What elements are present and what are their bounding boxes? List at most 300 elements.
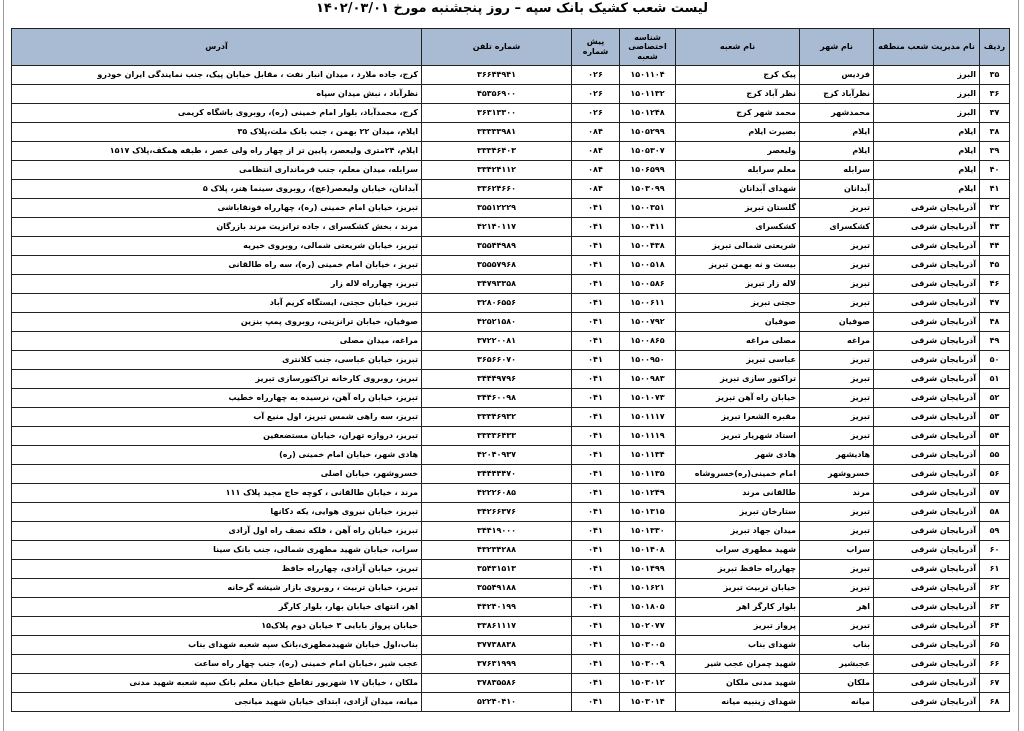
cell-code: ۱۵۰۳۰۰۵ [620,636,676,655]
table-header-row [12,29,1010,66]
cell-row-number: ۵۲ [980,389,1010,408]
cell-code: ۱۵۰۰۵۸۶ [620,275,676,294]
cell-code: ۱۵۰۱۱۱۷ [620,408,676,427]
branches-table [11,28,1010,712]
cell-branch: پرواز تبریز [676,617,800,636]
cell-address: عجب شیر ،خیابان امام خمینی (ره)، جنب چهار راه ساعت [12,655,422,674]
cell-phone: ۳۶۶۴۴۹۴۱ [422,66,572,85]
cell-prefix: ۰۴۱ [572,237,620,256]
cell-region: ایلام [874,123,980,142]
cell-region: آذربایجان شرقی [874,351,980,370]
cell-branch: گلستان تبریز [676,199,800,218]
table-row [12,389,1010,408]
cell-branch: معلم سرابله [676,161,800,180]
cell-code: ۱۵۰۳۰۱۲ [620,674,676,693]
table-row [12,237,1010,256]
cell-prefix: ۰۲۶ [572,104,620,123]
cell-prefix: ۰۴۱ [572,332,620,351]
cell-city: بناب [800,636,874,655]
cell-row-number: ۶۳ [980,598,1010,617]
cell-address: تبریز، چهارراه لاله زار [12,275,422,294]
cell-city: تبریز [800,617,874,636]
header-prefix: پیش شماره [572,29,620,66]
cell-code: ۱۵۰۰۸۶۵ [620,332,676,351]
cell-city: فردیس [800,66,874,85]
cell-phone: ۴۲۲۲۶۰۸۵ [422,484,572,503]
cell-phone: ۳۷۶۳۱۹۹۹ [422,655,572,674]
cell-branch: شهدای آبدانان [676,180,800,199]
cell-region: آذربایجان شرقی [874,674,980,693]
cell-code: ۱۵۰۰۹۵۰ [620,351,676,370]
header-branch: نام شعبه [676,29,800,66]
cell-city: ملکان [800,674,874,693]
cell-phone: ۳۵۵۴۹۱۸۸ [422,579,572,598]
cell-prefix: ۰۸۴ [572,161,620,180]
cell-address: تبریز، دروازه تهران، خیابان مستضعفین [12,427,422,446]
cell-city: ایلام [800,123,874,142]
cell-row-number: ۵۷ [980,484,1010,503]
cell-region: آذربایجان شرقی [874,484,980,503]
cell-branch: مقبره الشعرا تبریز [676,408,800,427]
cell-phone: ۳۳۳۳۳۹۸۱ [422,123,572,142]
cell-prefix: ۰۴۱ [572,636,620,655]
cell-branch: شهدای بناب [676,636,800,655]
cell-address: خیابان پرواز بابایی ۳ خیابان دوم پلاک۱۵ [12,617,422,636]
page-edge-right [1018,0,1019,731]
table-row [12,541,1010,560]
cell-branch: هادی شهر [676,446,800,465]
cell-code: ۱۵۰۱۲۴۹ [620,484,676,503]
cell-branch: بیست و نه بهمن تبریز [676,256,800,275]
cell-phone: ۳۵۴۳۱۵۱۳ [422,560,572,579]
cell-city: تبریز [800,560,874,579]
cell-city: تبریز [800,389,874,408]
cell-prefix: ۰۴۱ [572,199,620,218]
cell-address: کرج، محمدآباد، بلوار امام خمینی (ره)، روبروی باشگاه کریمی [12,104,422,123]
cell-region: آذربایجان شرقی [874,446,980,465]
cell-phone: ۳۷۷۳۸۸۳۸ [422,636,572,655]
cell-region: آذربایجان شرقی [874,256,980,275]
cell-prefix: ۰۴۱ [572,446,620,465]
table-row [12,104,1010,123]
cell-address: مراغه، میدان مصلی [12,332,422,351]
cell-city: تبریز [800,256,874,275]
cell-branch: پیک کرج [676,66,800,85]
cell-prefix: ۰۴۱ [572,579,620,598]
cell-address: تبریز، خیابان شریعتی شمالی، روبروی خیریه [12,237,422,256]
cell-address: تبریز، خیابان آزادی، چهارراه حافظ [12,560,422,579]
cell-prefix: ۰۴۱ [572,465,620,484]
cell-phone: ۳۴۴۶۰۰۹۸ [422,389,572,408]
cell-region: آذربایجان شرقی [874,332,980,351]
cell-region: آذربایجان شرقی [874,294,980,313]
cell-address: ایلام، میدان ۲۲ بهمن ، جنب بانک ملت،پلاک ۳۵ [12,123,422,142]
cell-city: ایلام [800,142,874,161]
cell-address: تبریز، خیابان راه آهن ، فلکه نصف راه اول آزادی [12,522,422,541]
cell-code: ۱۵۰۱۱۰۴ [620,66,676,85]
table-row [12,408,1010,427]
table-row [12,674,1010,693]
table-row [12,465,1010,484]
cell-region: ایلام [874,161,980,180]
cell-city: تبریز [800,237,874,256]
cell-region: ایلام [874,142,980,161]
cell-city: عجبشیر [800,655,874,674]
cell-phone: ۳۴۷۹۳۳۵۸ [422,275,572,294]
cell-address: آبدانان، خیابان ولیعصر(عج)، روبروی سینما هنر، پلاک ۵ [12,180,422,199]
cell-city: آبدانان [800,180,874,199]
cell-prefix: ۰۴۱ [572,275,620,294]
cell-region: آذربایجان شرقی [874,408,980,427]
cell-region: آذربایجان شرقی [874,655,980,674]
cell-address: تبریز، روبروی کارخانه تراکتورسازی تبریز [12,370,422,389]
cell-city: تبریز [800,503,874,522]
cell-row-number: ۳۷ [980,104,1010,123]
cell-phone: ۴۲۰۴۰۹۳۷ [422,446,572,465]
cell-code: ۱۵۰۳۰۹۹ [620,180,676,199]
cell-address: سراب، خیابان شهید مطهری شمالی، جنب بانک سینا [12,541,422,560]
cell-code: ۱۵۰۰۹۸۳ [620,370,676,389]
cell-code: ۱۵۰۲۰۷۷ [620,617,676,636]
table-row [12,332,1010,351]
cell-prefix: ۰۲۶ [572,85,620,104]
cell-region: آذربایجان شرقی [874,617,980,636]
cell-row-number: ۴۱ [980,180,1010,199]
cell-code: ۱۵۰۰۵۱۸ [620,256,676,275]
cell-row-number: ۶۲ [980,579,1010,598]
cell-row-number: ۴۲ [980,199,1010,218]
cell-branch: ستارخان تبریز [676,503,800,522]
cell-row-number: ۵۸ [980,503,1010,522]
cell-region: آذربایجان شرقی [874,199,980,218]
cell-prefix: ۰۴۱ [572,484,620,503]
cell-address: مرند ، خیابان طالقانی ، کوچه حاج مجید پلاک ۱۱۱ [12,484,422,503]
cell-address: ملکان ، خیابان ۱۷ شهریور تقاطع خیابان معلم بانک سپه شعبه شهید مدنی [12,674,422,693]
cell-code: ۱۵۰۱۶۲۱ [620,579,676,598]
cell-region: آذربایجان شرقی [874,579,980,598]
cell-row-number: ۵۹ [980,522,1010,541]
table-row [12,522,1010,541]
cell-city: محمدشهر [800,104,874,123]
cell-address: تبریز، خیابان امام خمینی (ره)، چهارراه فونقاباشی [12,199,422,218]
cell-row-number: ۶۷ [980,674,1010,693]
cell-city: مرند [800,484,874,503]
cell-city: میانه [800,693,874,712]
cell-code: ۱۵۰۱۳۱۵ [620,503,676,522]
cell-row-number: ۳۹ [980,142,1010,161]
cell-code: ۱۵۰۰۶۱۱ [620,294,676,313]
cell-address: کرج، جاده ملارد ، میدان انبار نفت ، مقابل خیابان پیک، جنب نمایندگی ایران خودرو [12,66,422,85]
cell-branch: چهارراه حافظ تبریز [676,560,800,579]
cell-city: تبریز [800,275,874,294]
cell-address: تبریز، خیابان حجتی، ایستگاه کریم آباد [12,294,422,313]
cell-phone: ۳۵۵۱۲۲۲۹ [422,199,572,218]
table-row [12,180,1010,199]
cell-address: ایلام، ۲۴متری ولیعصر، پایین تر از چهار راه ولی عصر ، طبقه همکف،پلاک ۱۵۱۷ [12,142,422,161]
table-row [12,370,1010,389]
cell-address: سرابله، میدان معلم، جنب فرمانداری انتظامی [12,161,422,180]
cell-branch: تراکتور سازی تبریز [676,370,800,389]
table-row [12,313,1010,332]
cell-prefix: ۰۴۱ [572,560,620,579]
cell-city: سراب [800,541,874,560]
cell-phone: ۳۳۴۲۴۱۱۲ [422,161,572,180]
cell-branch: عباسی تبریز [676,351,800,370]
cell-row-number: ۶۸ [980,693,1010,712]
table-row [12,142,1010,161]
cell-address: تبریز، خیابان راه آهن، نرسیده به چهارراه خطیب [12,389,422,408]
table-row [12,161,1010,180]
table-row [12,560,1010,579]
cell-prefix: ۰۴۱ [572,503,620,522]
cell-row-number: ۶۶ [980,655,1010,674]
cell-code: ۱۵۰۱۱۳۲ [620,85,676,104]
cell-region: آذربایجان شرقی [874,313,980,332]
cell-prefix: ۰۴۱ [572,655,620,674]
cell-phone: ۳۷۲۲۰۰۸۱ [422,332,572,351]
cell-region: البرز [874,104,980,123]
table-row [12,66,1010,85]
cell-prefix: ۰۴۱ [572,674,620,693]
cell-phone: ۳۶۵۶۶۰۷۰ [422,351,572,370]
cell-region: آذربایجان شرقی [874,389,980,408]
cell-prefix: ۰۲۶ [572,66,620,85]
cell-code: ۱۵۰۶۵۹۹ [620,161,676,180]
cell-branch: میدان جهاد تبریز [676,522,800,541]
cell-city: سرابله [800,161,874,180]
cell-row-number: ۵۱ [980,370,1010,389]
cell-city: تبریز [800,370,874,389]
table-row [12,294,1010,313]
cell-city: تبریز [800,522,874,541]
cell-city: کشکسرای [800,218,874,237]
cell-address: هادی شهر، خیابان امام خمینی (ره) [12,446,422,465]
cell-row-number: ۴۵ [980,256,1010,275]
cell-row-number: ۳۶ [980,85,1010,104]
cell-region: آذربایجان شرقی [874,522,980,541]
cell-code: ۱۵۰۰۳۵۱ [620,199,676,218]
cell-region: آذربایجان شرقی [874,541,980,560]
cell-region: آذربایجان شرقی [874,503,980,522]
cell-row-number: ۶۵ [980,636,1010,655]
cell-row-number: ۵۶ [980,465,1010,484]
cell-branch: حجتی تبریز [676,294,800,313]
cell-branch: بلوار کارگر اهر [676,598,800,617]
cell-branch: مصلی مراغه [676,332,800,351]
cell-phone: ۵۲۲۴۰۴۱۰ [422,693,572,712]
cell-row-number: ۴۸ [980,313,1010,332]
cell-city: مراغه [800,332,874,351]
cell-code: ۱۵۰۵۲۹۹ [620,123,676,142]
cell-row-number: ۴۳ [980,218,1010,237]
cell-prefix: ۰۴۱ [572,522,620,541]
cell-prefix: ۰۴۱ [572,294,620,313]
cell-region: آذربایجان شرقی [874,427,980,446]
cell-row-number: ۴۴ [980,237,1010,256]
cell-branch: صوفیان [676,313,800,332]
cell-address: مرند ، بخش کشکسرای ، جاده ترانزیت مرند بازرگان [12,218,422,237]
cell-address: میانه، میدان آزادی، ابتدای خیابان شهید میانجی [12,693,422,712]
cell-address: خسروشهر، خیابان اصلی [12,465,422,484]
cell-branch: محمد شهر کرج [676,104,800,123]
cell-code: ۱۵۰۱۱۳۵ [620,465,676,484]
cell-prefix: ۰۴۱ [572,218,620,237]
cell-city: نظرآباد کرج [800,85,874,104]
cell-region: آذربایجان شرقی [874,370,980,389]
cell-phone: ۳۳۸۶۱۱۱۷ [422,617,572,636]
cell-address: تبریز، خیابان تربیت ، روبروی بازار شیشه گرخانه [12,579,422,598]
cell-phone: ۳۳۳۴۶۹۳۲ [422,408,572,427]
cell-address: تبریز ، خیابان امام خمینی (ره)، سه راه طالقانی [12,256,422,275]
cell-row-number: ۳۵ [980,66,1010,85]
cell-prefix: ۰۴۱ [572,313,620,332]
cell-branch: کشکسرای [676,218,800,237]
cell-row-number: ۴۹ [980,332,1010,351]
header-city: نام شهر [800,29,874,66]
cell-branch: امام خمینی(ره)خسروشاه [676,465,800,484]
cell-phone: ۳۴۴۱۹۰۰۰ [422,522,572,541]
cell-address: اهر، انتهای خیابان بهار، بلوار کارگر [12,598,422,617]
cell-row-number: ۶۱ [980,560,1010,579]
cell-address: صوفیان، خیابان ترانزیتی، روبروی پمپ بنزین [12,313,422,332]
cell-branch: شهدای زینبیه میانه [676,693,800,712]
cell-phone: ۳۴۲۶۶۳۷۶ [422,503,572,522]
cell-code: ۱۵۰۱۰۷۳ [620,389,676,408]
cell-branch: استاد شهریار تبریز [676,427,800,446]
cell-region: آذربایجان شرقی [874,693,980,712]
cell-row-number: ۶۰ [980,541,1010,560]
cell-city: تبریز [800,294,874,313]
cell-prefix: ۰۸۴ [572,180,620,199]
cell-row-number: ۵۴ [980,427,1010,446]
table-row [12,275,1010,294]
cell-code: ۱۵۰۱۸۰۵ [620,598,676,617]
cell-city: تبریز [800,408,874,427]
cell-branch: لاله زار تبریز [676,275,800,294]
cell-branch: شریعتی شمالی تبریز [676,237,800,256]
cell-phone: ۳۳۶۲۴۶۶۰ [422,180,572,199]
cell-branch: خیابان راه آهن تبریز [676,389,800,408]
cell-row-number: ۵۵ [980,446,1010,465]
cell-row-number: ۴۰ [980,161,1010,180]
header-row-number: ردیف [980,29,1010,66]
cell-city: تبریز [800,199,874,218]
cell-prefix: ۰۴۱ [572,617,620,636]
cell-prefix: ۰۸۴ [572,142,620,161]
table-row [12,218,1010,237]
cell-phone: ۳۴۴۴۴۴۷۰ [422,465,572,484]
cell-row-number: ۳۸ [980,123,1010,142]
cell-code: ۱۵۰۱۴۰۸ [620,541,676,560]
header-phone: شماره تلفن [422,29,572,66]
page-title: لیست شعب کشیک بانک سپه – روز پنجشنبه مورخ ۱۴۰۲/۰۳/۰۱ [316,1,708,16]
cell-code: ۱۵۰۱۱۱۹ [620,427,676,446]
cell-prefix: ۰۴۱ [572,693,620,712]
cell-city: هادیشهر [800,446,874,465]
cell-code: ۱۵۰۱۴۹۹ [620,560,676,579]
cell-code: ۱۵۰۱۲۴۸ [620,104,676,123]
cell-code: ۱۵۰۳۰۱۴ [620,693,676,712]
table-row [12,199,1010,218]
cell-phone: ۴۵۳۵۶۹۰۰ [422,85,572,104]
cell-address: نظرآباد ، نبش میدان سپاه [12,85,422,104]
cell-row-number: ۴۶ [980,275,1010,294]
cell-region: البرز [874,66,980,85]
cell-phone: ۴۲۵۲۱۵۸۰ [422,313,572,332]
cell-code: ۱۵۰۰۴۱۱ [620,218,676,237]
cell-prefix: ۰۴۱ [572,541,620,560]
cell-address: تبریز، سه راهی شمس تبریز، اول منیع آب [12,408,422,427]
cell-code: ۱۵۰۵۳۰۷ [620,142,676,161]
cell-row-number: ۶۴ [980,617,1010,636]
header-address: آدرس [12,29,422,66]
cell-phone: ۳۳۳۳۶۴۳۳ [422,427,572,446]
table-row [12,484,1010,503]
cell-prefix: ۰۸۴ [572,123,620,142]
cell-city: صوفیان [800,313,874,332]
cell-branch: شهید چمران عجب شیر [676,655,800,674]
cell-code: ۱۵۰۰۷۹۲ [620,313,676,332]
table-body [12,66,1010,712]
table-row [12,617,1010,636]
cell-city: خسروشهر [800,465,874,484]
cell-row-number: ۵۳ [980,408,1010,427]
cell-code: ۱۵۰۱۱۳۴ [620,446,676,465]
cell-row-number: ۴۷ [980,294,1010,313]
cell-branch: ولیعصر [676,142,800,161]
cell-phone: ۳۴۴۴۹۷۹۶ [422,370,572,389]
cell-row-number: ۵۰ [980,351,1010,370]
cell-code: ۱۵۰۱۳۳۰ [620,522,676,541]
cell-code: ۱۵۰۳۰۰۹ [620,655,676,674]
cell-phone: ۳۳۳۴۶۴۰۳ [422,142,572,161]
cell-region: آذربایجان شرقی [874,636,980,655]
cell-branch: شهید مدنی ملکان [676,674,800,693]
cell-region: آذربایجان شرقی [874,560,980,579]
cell-region: آذربایجان شرقی [874,465,980,484]
cell-city: تبریز [800,351,874,370]
page-edge-left [3,0,4,731]
cell-branch: خیابان تربیت تبریز [676,579,800,598]
cell-address: تبریز، خیابان عباسی، جنب کلانتری [12,351,422,370]
cell-prefix: ۰۴۱ [572,256,620,275]
cell-region: آذربایجان شرقی [874,218,980,237]
table-row [12,579,1010,598]
cell-phone: ۳۶۳۱۳۳۰۰ [422,104,572,123]
cell-prefix: ۰۴۱ [572,598,620,617]
cell-city: تبریز [800,579,874,598]
cell-branch: طالقانی مرند [676,484,800,503]
table-row [12,123,1010,142]
cell-phone: ۳۲۸۰۶۵۵۶ [422,294,572,313]
table-row [12,427,1010,446]
cell-address: تبریز، خیابان نیروی هوایی، یکه دکانها [12,503,422,522]
cell-branch: بصیرت ایلام [676,123,800,142]
cell-city: تبریز [800,427,874,446]
cell-phone: ۴۲۱۴۰۱۱۷ [422,218,572,237]
header-region: نام مدیریت شعب منطقه [874,29,980,66]
cell-prefix: ۰۴۱ [572,370,620,389]
table-row [12,655,1010,674]
cell-phone: ۴۳۲۳۴۲۸۸ [422,541,572,560]
table-row [12,503,1010,522]
cell-region: آذربایجان شرقی [874,275,980,294]
table-row [12,598,1010,617]
table-row [12,636,1010,655]
cell-code: ۱۵۰۰۴۳۸ [620,237,676,256]
cell-region: آذربایجان شرقی [874,237,980,256]
cell-region: البرز [874,85,980,104]
